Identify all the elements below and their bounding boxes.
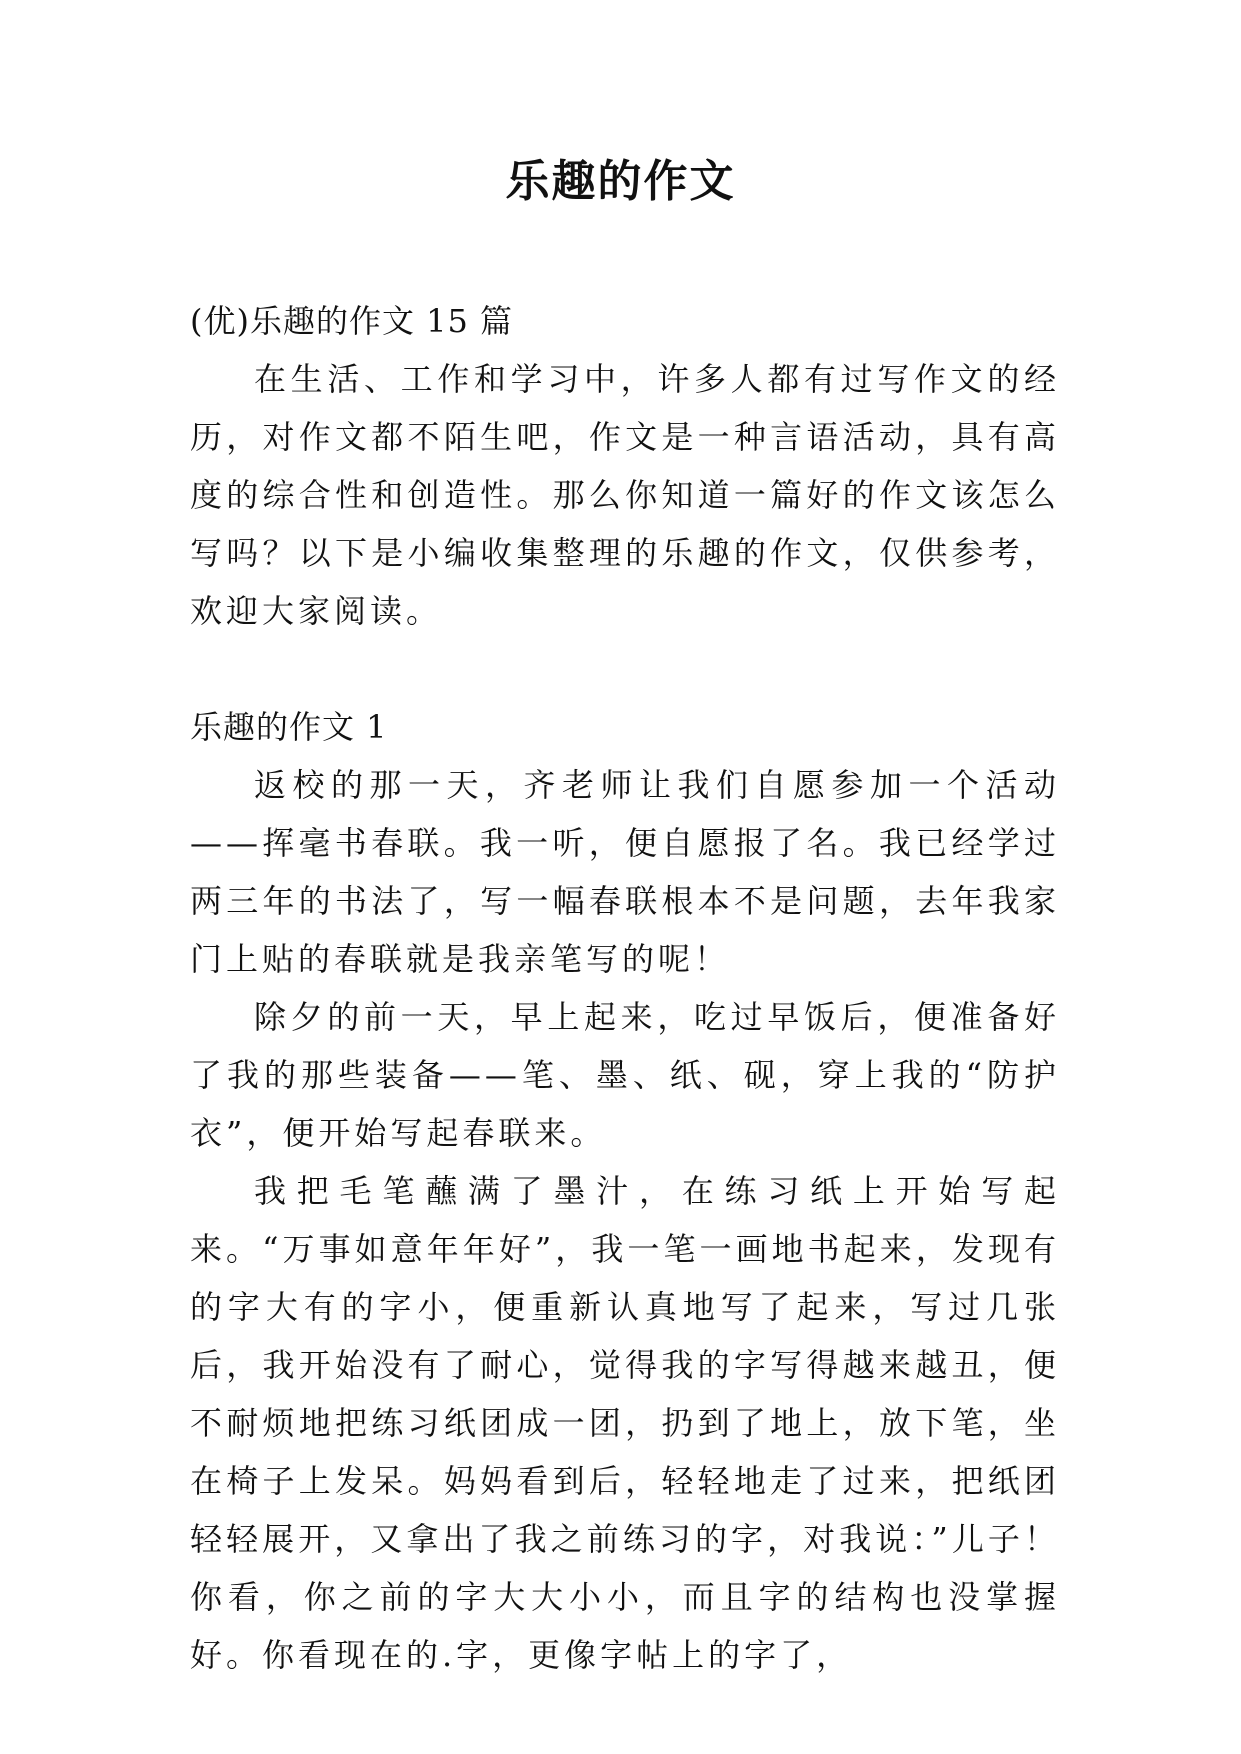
section-paragraph-3: 我把毛笔蘸满了墨汁，在练习纸上开始写起来。“万事如意年年好”，我一笔一画地书起来，发现有的字大有的字小，便重新认真地写了起来，写过几张后，我开始没有了耐心，觉得我的字写得越来越丑，便不耐烦地把练习纸团成一团，扔到了地上，放下笔，坐在椅子上发呆。妈妈看到后，轻轻地走了过来，把纸团轻轻展开，又拿出了我之前练习的字，对我说：”儿子！你看，你之前的字大大小小，而且字的结构也没掌握好。你看现在的.字，更像字帖上的字了， [190, 1172, 1060, 1674]
section-paragraph-1: 返校的那一天，齐老师让我们自愿参加一个活动——挥毫书春联。我一听，便自愿报了名。我已经学过两三年的书法了，写一幅春联根本不是问题，去年我家门上贴的春联就是我亲笔写的呢！ [190, 766, 1060, 978]
document-subtitle: (优)乐趣的作文 15 篇 [190, 302, 514, 340]
section-heading: 乐趣的作文 1 [190, 708, 388, 746]
section-paragraph-2: 除夕的前一天，早上起来，吃过早饭后，便准备好了我的那些装备——笔、墨、纸、砚，穿上我的“防护衣”，便开始写起春联来。 [190, 998, 1060, 1152]
intro-paragraph: 在生活、工作和学习中，许多人都有过写作文的经历，对作文都不陌生吧，作文是一种言语活动，具有高度的综合性和创造性。那么你知道一篇好的作文该怎么写吗？以下是小编收集整理的乐趣的作文，仅供参考，欢迎大家阅读。 [190, 360, 1060, 630]
document-body [190, 292, 1060, 1684]
section-spacer [190, 640, 1060, 698]
document-title: 乐趣的作文 [505, 156, 736, 207]
